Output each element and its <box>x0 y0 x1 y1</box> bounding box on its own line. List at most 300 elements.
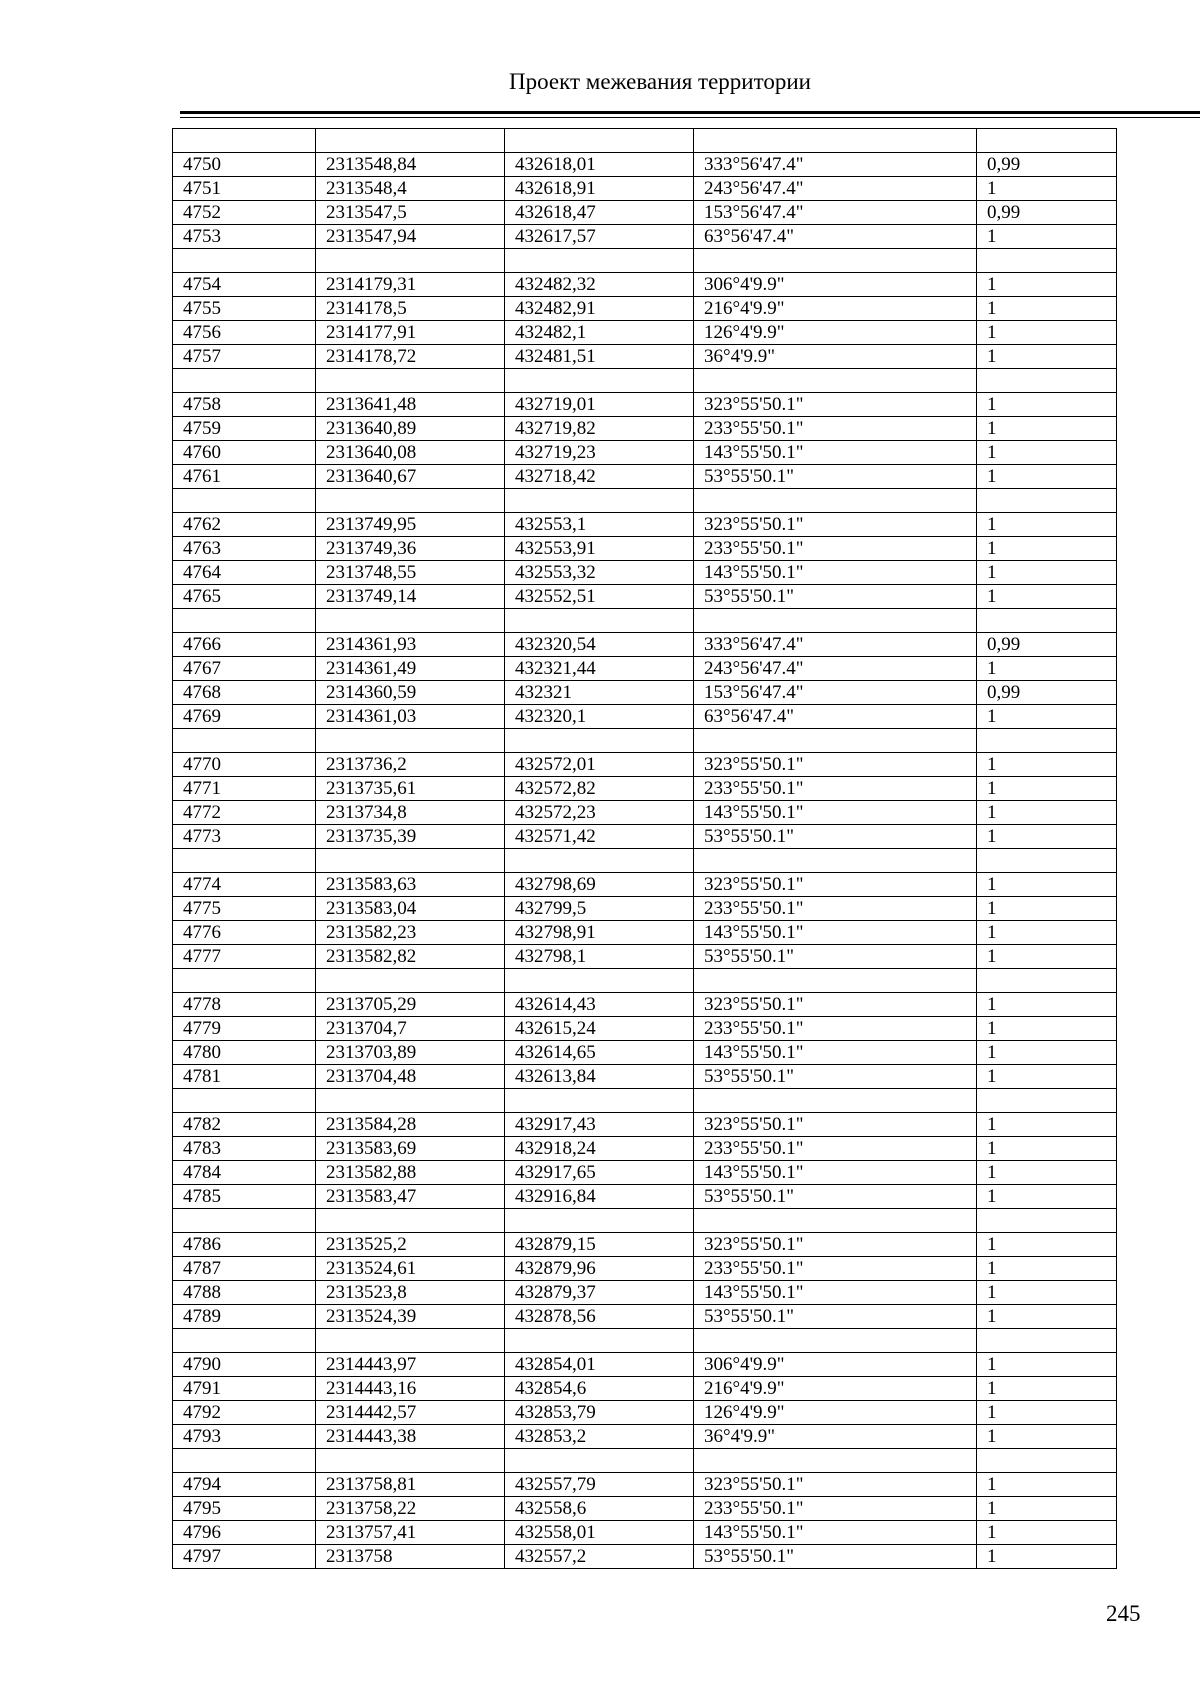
table-row <box>173 657 1117 681</box>
point-number-cell: 4780 <box>173 1041 316 1065</box>
direction-angle-cell: 323°55'50.1" <box>694 753 977 777</box>
point-number-cell: 4791 <box>173 1377 316 1401</box>
x-coordinate-cell: 2313640,89 <box>316 417 505 441</box>
point-number-cell: 4760 <box>173 441 316 465</box>
point-number-cell: 4753 <box>173 225 316 249</box>
distance-cell: 1 <box>977 297 1117 321</box>
point-number-cell: 4792 <box>173 1401 316 1425</box>
point-number-cell <box>173 129 316 153</box>
x-coordinate-cell <box>316 969 505 993</box>
distance-cell: 1 <box>977 465 1117 489</box>
table-row <box>173 465 1117 489</box>
table-spacer-row <box>173 1089 1117 1113</box>
page-header-title: Проект межевания территории <box>509 69 811 94</box>
x-coordinate-cell: 2313582,23 <box>316 921 505 945</box>
distance-cell: 0,99 <box>977 681 1117 705</box>
direction-angle-cell <box>694 1089 977 1113</box>
table-row <box>173 417 1117 441</box>
x-coordinate-cell: 2313584,28 <box>316 1113 505 1137</box>
direction-angle-cell: 53°55'50.1" <box>694 825 977 849</box>
point-number-cell: 4774 <box>173 873 316 897</box>
direction-angle-cell: 53°55'50.1" <box>694 945 977 969</box>
point-number-cell: 4781 <box>173 1065 316 1089</box>
x-coordinate-cell: 2313524,61 <box>316 1257 505 1281</box>
x-coordinate-cell <box>316 1089 505 1113</box>
coordinates-table-body <box>173 129 1117 1569</box>
y-coordinate-cell: 432916,84 <box>505 1185 694 1209</box>
distance-cell <box>977 609 1117 633</box>
point-number-cell: 4757 <box>173 345 316 369</box>
table-row <box>173 1137 1117 1161</box>
x-coordinate-cell <box>316 1329 505 1353</box>
x-coordinate-cell: 2313640,67 <box>316 465 505 489</box>
direction-angle-cell: 233°55'50.1" <box>694 537 977 561</box>
y-coordinate-cell <box>505 969 694 993</box>
distance-cell: 1 <box>977 393 1117 417</box>
y-coordinate-cell: 432618,91 <box>505 177 694 201</box>
point-number-cell: 4766 <box>173 633 316 657</box>
table-row <box>173 441 1117 465</box>
direction-angle-cell: 143°55'50.1" <box>694 441 977 465</box>
distance-cell: 1 <box>977 1137 1117 1161</box>
table-row <box>173 537 1117 561</box>
x-coordinate-cell <box>316 489 505 513</box>
direction-angle-cell: 233°55'50.1" <box>694 777 977 801</box>
direction-angle-cell: 233°55'50.1" <box>694 1497 977 1521</box>
table-row <box>173 1041 1117 1065</box>
point-number-cell: 4778 <box>173 993 316 1017</box>
y-coordinate-cell: 432553,32 <box>505 561 694 585</box>
distance-cell: 1 <box>977 777 1117 801</box>
x-coordinate-cell: 2313640,08 <box>316 441 505 465</box>
distance-cell: 1 <box>977 897 1117 921</box>
x-coordinate-cell: 2313547,94 <box>316 225 505 249</box>
point-number-cell: 4795 <box>173 1497 316 1521</box>
direction-angle-cell: 233°55'50.1" <box>694 417 977 441</box>
table-row <box>173 1185 1117 1209</box>
x-coordinate-cell: 2313583,04 <box>316 897 505 921</box>
header-rule-thin <box>180 117 1200 118</box>
x-coordinate-cell: 2313704,48 <box>316 1065 505 1089</box>
direction-angle-cell: 243°56'47.4" <box>694 177 977 201</box>
point-number-cell: 4751 <box>173 177 316 201</box>
x-coordinate-cell: 2314361,03 <box>316 705 505 729</box>
x-coordinate-cell: 2314178,5 <box>316 297 505 321</box>
y-coordinate-cell: 432572,01 <box>505 753 694 777</box>
y-coordinate-cell: 432854,01 <box>505 1353 694 1377</box>
x-coordinate-cell <box>316 129 505 153</box>
distance-cell: 1 <box>977 657 1117 681</box>
point-number-cell <box>173 1089 316 1113</box>
y-coordinate-cell: 432553,1 <box>505 513 694 537</box>
y-coordinate-cell: 432613,84 <box>505 1065 694 1089</box>
distance-cell: 1 <box>977 537 1117 561</box>
distance-cell: 1 <box>977 705 1117 729</box>
y-coordinate-cell: 432321,44 <box>505 657 694 681</box>
x-coordinate-cell <box>316 249 505 273</box>
point-number-cell: 4785 <box>173 1185 316 1209</box>
point-number-cell <box>173 969 316 993</box>
y-coordinate-cell: 432719,01 <box>505 393 694 417</box>
distance-cell: 1 <box>977 417 1117 441</box>
direction-angle-cell: 233°55'50.1" <box>694 1017 977 1041</box>
table-spacer-row <box>173 1209 1117 1233</box>
table-spacer-row <box>173 609 1117 633</box>
table-row <box>173 777 1117 801</box>
point-number-cell: 4784 <box>173 1161 316 1185</box>
x-coordinate-cell: 2313735,39 <box>316 825 505 849</box>
point-number-cell <box>173 489 316 513</box>
y-coordinate-cell: 432798,69 <box>505 873 694 897</box>
x-coordinate-cell: 2313705,29 <box>316 993 505 1017</box>
table-row <box>173 1497 1117 1521</box>
x-coordinate-cell: 2313548,4 <box>316 177 505 201</box>
y-coordinate-cell: 432321 <box>505 681 694 705</box>
distance-cell: 1 <box>977 993 1117 1017</box>
point-number-cell <box>173 1209 316 1233</box>
point-number-cell: 4775 <box>173 897 316 921</box>
point-number-cell: 4790 <box>173 1353 316 1377</box>
y-coordinate-cell: 432557,79 <box>505 1473 694 1497</box>
x-coordinate-cell: 2314443,97 <box>316 1353 505 1377</box>
table-row <box>173 801 1117 825</box>
y-coordinate-cell: 432572,82 <box>505 777 694 801</box>
table-row <box>173 297 1117 321</box>
point-number-cell: 4754 <box>173 273 316 297</box>
point-number-cell: 4793 <box>173 1425 316 1449</box>
table-row <box>173 1353 1117 1377</box>
point-number-cell: 4782 <box>173 1113 316 1137</box>
table-row <box>173 1017 1117 1041</box>
table-row <box>173 321 1117 345</box>
distance-cell: 1 <box>977 561 1117 585</box>
x-coordinate-cell: 2313523,8 <box>316 1281 505 1305</box>
y-coordinate-cell: 432481,51 <box>505 345 694 369</box>
direction-angle-cell: 143°55'50.1" <box>694 561 977 585</box>
point-number-cell <box>173 1449 316 1473</box>
direction-angle-cell <box>694 369 977 393</box>
direction-angle-cell: 53°55'50.1" <box>694 1305 977 1329</box>
distance-cell: 1 <box>977 585 1117 609</box>
table-row <box>173 705 1117 729</box>
y-coordinate-cell: 432853,2 <box>505 1425 694 1449</box>
y-coordinate-cell <box>505 249 694 273</box>
point-number-cell <box>173 369 316 393</box>
direction-angle-cell: 216°4'9.9" <box>694 1377 977 1401</box>
distance-cell: 1 <box>977 1401 1117 1425</box>
page-number: 245 <box>1106 1601 1141 1626</box>
direction-angle-cell: 323°55'50.1" <box>694 393 977 417</box>
x-coordinate-cell <box>316 849 505 873</box>
x-coordinate-cell: 2313736,2 <box>316 753 505 777</box>
x-coordinate-cell: 2313547,5 <box>316 201 505 225</box>
point-number-cell: 4764 <box>173 561 316 585</box>
x-coordinate-cell: 2313758,22 <box>316 1497 505 1521</box>
distance-cell: 1 <box>977 1065 1117 1089</box>
direction-angle-cell: 233°55'50.1" <box>694 1137 977 1161</box>
table-row <box>173 1401 1117 1425</box>
direction-angle-cell: 143°55'50.1" <box>694 1281 977 1305</box>
distance-cell: 1 <box>977 1257 1117 1281</box>
point-number-cell: 4789 <box>173 1305 316 1329</box>
distance-cell: 1 <box>977 1497 1117 1521</box>
point-number-cell: 4768 <box>173 681 316 705</box>
direction-angle-cell: 36°4'9.9" <box>694 345 977 369</box>
direction-angle-cell: 36°4'9.9" <box>694 1425 977 1449</box>
y-coordinate-cell: 432558,01 <box>505 1521 694 1545</box>
table-row <box>173 345 1117 369</box>
x-coordinate-cell: 2313524,39 <box>316 1305 505 1329</box>
point-number-cell: 4755 <box>173 297 316 321</box>
y-coordinate-cell: 432614,65 <box>505 1041 694 1065</box>
x-coordinate-cell <box>316 729 505 753</box>
table-row <box>173 873 1117 897</box>
distance-cell: 1 <box>977 1545 1117 1569</box>
y-coordinate-cell: 432879,37 <box>505 1281 694 1305</box>
distance-cell: 1 <box>977 1185 1117 1209</box>
distance-cell: 1 <box>977 441 1117 465</box>
direction-angle-cell <box>694 609 977 633</box>
distance-cell: 1 <box>977 1425 1117 1449</box>
y-coordinate-cell: 432918,24 <box>505 1137 694 1161</box>
direction-angle-cell: 153°56'47.4" <box>694 201 977 225</box>
distance-cell: 1 <box>977 1017 1117 1041</box>
y-coordinate-cell: 432878,56 <box>505 1305 694 1329</box>
table-row <box>173 1065 1117 1089</box>
table-row <box>173 1257 1117 1281</box>
distance-cell <box>977 1329 1117 1353</box>
direction-angle-cell: 233°55'50.1" <box>694 897 977 921</box>
distance-cell: 1 <box>977 1353 1117 1377</box>
y-coordinate-cell: 432718,42 <box>505 465 694 489</box>
x-coordinate-cell: 2313583,63 <box>316 873 505 897</box>
y-coordinate-cell: 432482,32 <box>505 273 694 297</box>
distance-cell: 0,99 <box>977 201 1117 225</box>
distance-cell: 1 <box>977 753 1117 777</box>
direction-angle-cell: 333°56'47.4" <box>694 153 977 177</box>
distance-cell: 1 <box>977 177 1117 201</box>
point-number-cell: 4767 <box>173 657 316 681</box>
x-coordinate-cell: 2313758,81 <box>316 1473 505 1497</box>
y-coordinate-cell: 432571,42 <box>505 825 694 849</box>
table-row <box>173 201 1117 225</box>
distance-cell: 1 <box>977 1281 1117 1305</box>
x-coordinate-cell: 2314443,38 <box>316 1425 505 1449</box>
direction-angle-cell: 323°55'50.1" <box>694 1233 977 1257</box>
y-coordinate-cell <box>505 1329 694 1353</box>
point-number-cell: 4762 <box>173 513 316 537</box>
distance-cell: 1 <box>977 1041 1117 1065</box>
coordinates-table <box>172 128 1117 1569</box>
y-coordinate-cell: 432618,47 <box>505 201 694 225</box>
point-number-cell: 4765 <box>173 585 316 609</box>
distance-cell: 1 <box>977 873 1117 897</box>
direction-angle-cell: 216°4'9.9" <box>694 297 977 321</box>
table-spacer-row <box>173 729 1117 753</box>
direction-angle-cell: 53°55'50.1" <box>694 1545 977 1569</box>
table-spacer-row <box>173 129 1117 153</box>
distance-cell: 1 <box>977 513 1117 537</box>
table-row <box>173 1233 1117 1257</box>
point-number-cell: 4756 <box>173 321 316 345</box>
table-row <box>173 561 1117 585</box>
direction-angle-cell: 143°55'50.1" <box>694 1041 977 1065</box>
x-coordinate-cell: 2314360,59 <box>316 681 505 705</box>
point-number-cell: 4771 <box>173 777 316 801</box>
point-number-cell: 4776 <box>173 921 316 945</box>
point-number-cell: 4759 <box>173 417 316 441</box>
y-coordinate-cell: 432799,5 <box>505 897 694 921</box>
table-row <box>173 1305 1117 1329</box>
point-number-cell: 4787 <box>173 1257 316 1281</box>
point-number-cell: 4761 <box>173 465 316 489</box>
direction-angle-cell: 323°55'50.1" <box>694 873 977 897</box>
distance-cell: 1 <box>977 225 1117 249</box>
distance-cell <box>977 1449 1117 1473</box>
x-coordinate-cell: 2313641,48 <box>316 393 505 417</box>
y-coordinate-cell <box>505 1449 694 1473</box>
direction-angle-cell <box>694 969 977 993</box>
table-row <box>173 921 1117 945</box>
direction-angle-cell: 53°55'50.1" <box>694 1185 977 1209</box>
table-row <box>173 1377 1117 1401</box>
x-coordinate-cell: 2314361,49 <box>316 657 505 681</box>
x-coordinate-cell: 2313734,8 <box>316 801 505 825</box>
y-coordinate-cell: 432320,1 <box>505 705 694 729</box>
distance-cell: 1 <box>977 1473 1117 1497</box>
table-row <box>173 1281 1117 1305</box>
distance-cell: 1 <box>977 321 1117 345</box>
distance-cell: 1 <box>977 1521 1117 1545</box>
table-row <box>173 513 1117 537</box>
direction-angle-cell: 243°56'47.4" <box>694 657 977 681</box>
direction-angle-cell <box>694 729 977 753</box>
table-row <box>173 225 1117 249</box>
table-spacer-row <box>173 849 1117 873</box>
direction-angle-cell: 153°56'47.4" <box>694 681 977 705</box>
direction-angle-cell: 306°4'9.9" <box>694 273 977 297</box>
x-coordinate-cell: 2314443,16 <box>316 1377 505 1401</box>
x-coordinate-cell: 2313548,84 <box>316 153 505 177</box>
table-row <box>173 993 1117 1017</box>
y-coordinate-cell: 432552,51 <box>505 585 694 609</box>
y-coordinate-cell <box>505 369 694 393</box>
distance-cell: 1 <box>977 825 1117 849</box>
distance-cell: 1 <box>977 1305 1117 1329</box>
y-coordinate-cell: 432618,01 <box>505 153 694 177</box>
direction-angle-cell <box>694 849 977 873</box>
y-coordinate-cell: 432482,91 <box>505 297 694 321</box>
x-coordinate-cell: 2313582,82 <box>316 945 505 969</box>
point-number-cell: 4779 <box>173 1017 316 1041</box>
direction-angle-cell: 53°55'50.1" <box>694 585 977 609</box>
distance-cell: 1 <box>977 345 1117 369</box>
table-row <box>173 153 1117 177</box>
x-coordinate-cell: 2314177,91 <box>316 321 505 345</box>
y-coordinate-cell: 432879,15 <box>505 1233 694 1257</box>
distance-cell: 0,99 <box>977 153 1117 177</box>
point-number-cell: 4769 <box>173 705 316 729</box>
table-spacer-row <box>173 369 1117 393</box>
direction-angle-cell: 63°56'47.4" <box>694 705 977 729</box>
direction-angle-cell <box>694 489 977 513</box>
table-row <box>173 1425 1117 1449</box>
table-row <box>173 177 1117 201</box>
point-number-cell: 4797 <box>173 1545 316 1569</box>
point-number-cell <box>173 729 316 753</box>
x-coordinate-cell: 2313582,88 <box>316 1161 505 1185</box>
y-coordinate-cell: 432615,24 <box>505 1017 694 1041</box>
point-number-cell <box>173 609 316 633</box>
direction-angle-cell: 323°55'50.1" <box>694 1113 977 1137</box>
table-spacer-row <box>173 249 1117 273</box>
y-coordinate-cell: 432558,6 <box>505 1497 694 1521</box>
point-number-cell: 4763 <box>173 537 316 561</box>
y-coordinate-cell: 432553,91 <box>505 537 694 561</box>
direction-angle-cell: 306°4'9.9" <box>694 1353 977 1377</box>
table-spacer-row <box>173 1329 1117 1353</box>
y-coordinate-cell: 432853,79 <box>505 1401 694 1425</box>
distance-cell <box>977 849 1117 873</box>
direction-angle-cell <box>694 1329 977 1353</box>
direction-angle-cell: 143°55'50.1" <box>694 1521 977 1545</box>
direction-angle-cell: 126°4'9.9" <box>694 321 977 345</box>
point-number-cell: 4783 <box>173 1137 316 1161</box>
distance-cell <box>977 1209 1117 1233</box>
y-coordinate-cell: 432798,1 <box>505 945 694 969</box>
distance-cell: 1 <box>977 921 1117 945</box>
distance-cell: 1 <box>977 801 1117 825</box>
y-coordinate-cell: 432719,82 <box>505 417 694 441</box>
direction-angle-cell: 53°55'50.1" <box>694 1065 977 1089</box>
x-coordinate-cell: 2313525,2 <box>316 1233 505 1257</box>
distance-cell: 1 <box>977 1233 1117 1257</box>
header-rule-thick <box>180 111 1200 114</box>
distance-cell <box>977 129 1117 153</box>
x-coordinate-cell: 2313749,36 <box>316 537 505 561</box>
y-coordinate-cell: 432917,43 <box>505 1113 694 1137</box>
table-row <box>173 897 1117 921</box>
x-coordinate-cell <box>316 609 505 633</box>
x-coordinate-cell <box>316 369 505 393</box>
point-number-cell: 4772 <box>173 801 316 825</box>
direction-angle-cell: 143°55'50.1" <box>694 801 977 825</box>
y-coordinate-cell: 432798,91 <box>505 921 694 945</box>
point-number-cell: 4796 <box>173 1521 316 1545</box>
table-row <box>173 1161 1117 1185</box>
y-coordinate-cell <box>505 609 694 633</box>
y-coordinate-cell <box>505 849 694 873</box>
direction-angle-cell: 143°55'50.1" <box>694 1161 977 1185</box>
point-number-cell: 4770 <box>173 753 316 777</box>
direction-angle-cell: 323°55'50.1" <box>694 993 977 1017</box>
x-coordinate-cell: 2313758 <box>316 1545 505 1569</box>
y-coordinate-cell: 432879,96 <box>505 1257 694 1281</box>
x-coordinate-cell: 2313749,14 <box>316 585 505 609</box>
direction-angle-cell: 323°55'50.1" <box>694 1473 977 1497</box>
distance-cell: 1 <box>977 1377 1117 1401</box>
point-number-cell: 4786 <box>173 1233 316 1257</box>
distance-cell <box>977 1089 1117 1113</box>
x-coordinate-cell: 2313703,89 <box>316 1041 505 1065</box>
distance-cell <box>977 249 1117 273</box>
table-row <box>173 1545 1117 1569</box>
distance-cell: 1 <box>977 1161 1117 1185</box>
table-spacer-row <box>173 1449 1117 1473</box>
distance-cell <box>977 729 1117 753</box>
table-row <box>173 633 1117 657</box>
direction-angle-cell: 233°55'50.1" <box>694 1257 977 1281</box>
